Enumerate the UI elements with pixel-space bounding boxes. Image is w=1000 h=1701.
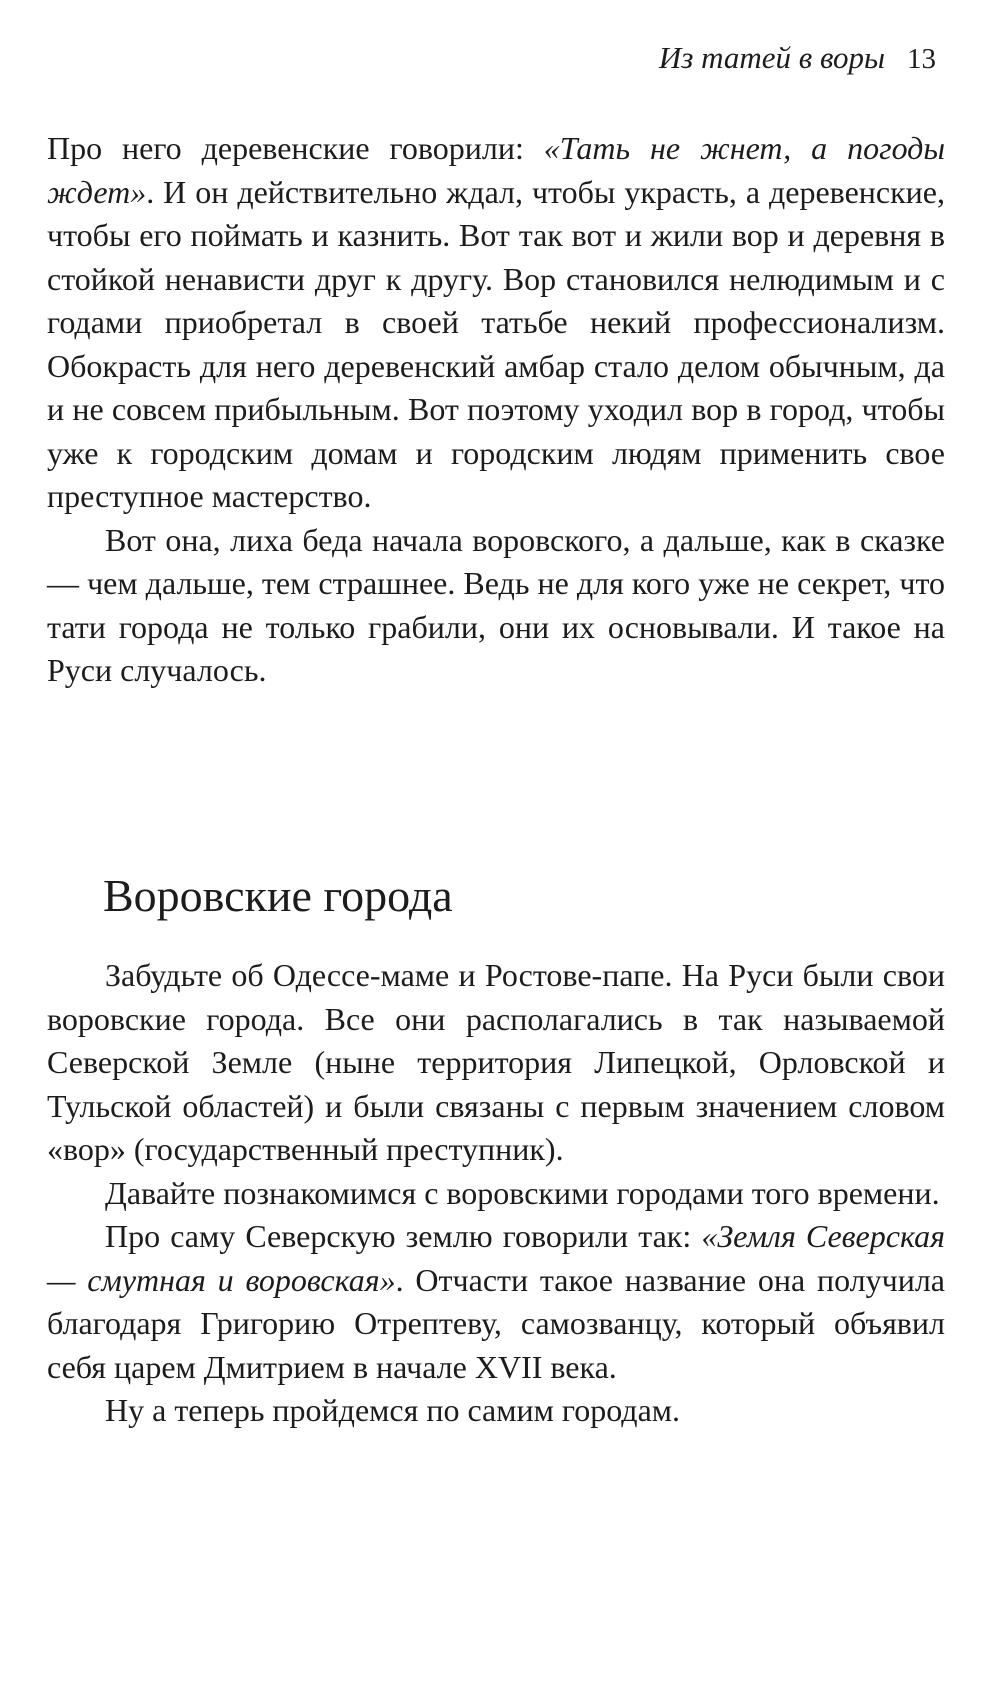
text-run: Забудьте об Одессе-маме и Ростове-папе. На Руси были свои воровские города. Все они располагались в так называемой Северской Земле (ныне территория Липецкой, Орловской и Тульской областей) и были связаны с первым значением словом «вор» (государственный преступник). [47,957,945,1167]
text-run: Ну а теперь пройдемся по самим городам. [105,1392,681,1428]
running-head [659,38,936,79]
text-run: . И он действительно ждал, чтобы украсть, а деревенские, чтобы его поймать и казнить. Вот так вот и жили вор и деревня в стойкой ненависти друг к другу. Вор становился нелюдимым и с годами приобретал в своей татьбе некий профессионализм. Обокрасть для него деревенский амбар стало делом обычным, да и не совсем прибыльным. Вот поэтому уходил вор в город, чтобы уже к городским домам и городским людям применить свое преступное мастерство. [47,173,945,514]
text-block-bottom [47,954,945,1433]
paragraph [47,954,945,1172]
paragraph [47,1215,945,1389]
paragraph [47,127,945,519]
text-run: Про саму Северскую землю говорили так: [105,1218,702,1254]
paragraph [47,1172,945,1216]
running-head-title: Из татей в воры [658,40,885,75]
text-block-top [47,127,945,693]
text-run: Про него деревенские говорили: [47,130,544,166]
page-number: 13 [907,43,936,75]
quote-italic: «Земля Северская — смутная и воровская» [47,1218,945,1298]
text-run: . Отчасти такое название она получила благодаря Григорию Отрептеву, самозванцу, который объявил себя царем Дмитрием в начале XVII века. [47,1261,946,1385]
text-run: Давайте познакомимся с воровскими городами того времени. [105,1174,940,1211]
paragraph [47,519,945,693]
quote-italic: «Тать не жнет, а погоды ждет» [47,130,945,210]
text-run: Вот она, лиха беда начала воровского, а дальше, как в сказке — чем дальше, тем страшнее. Ведь не для кого уже не секрет, что тати города не только грабили, они их основывали. И такое на Руси случалось. [47,521,945,688]
paragraph [47,1389,945,1433]
section-heading: Воровские города [103,870,453,921]
